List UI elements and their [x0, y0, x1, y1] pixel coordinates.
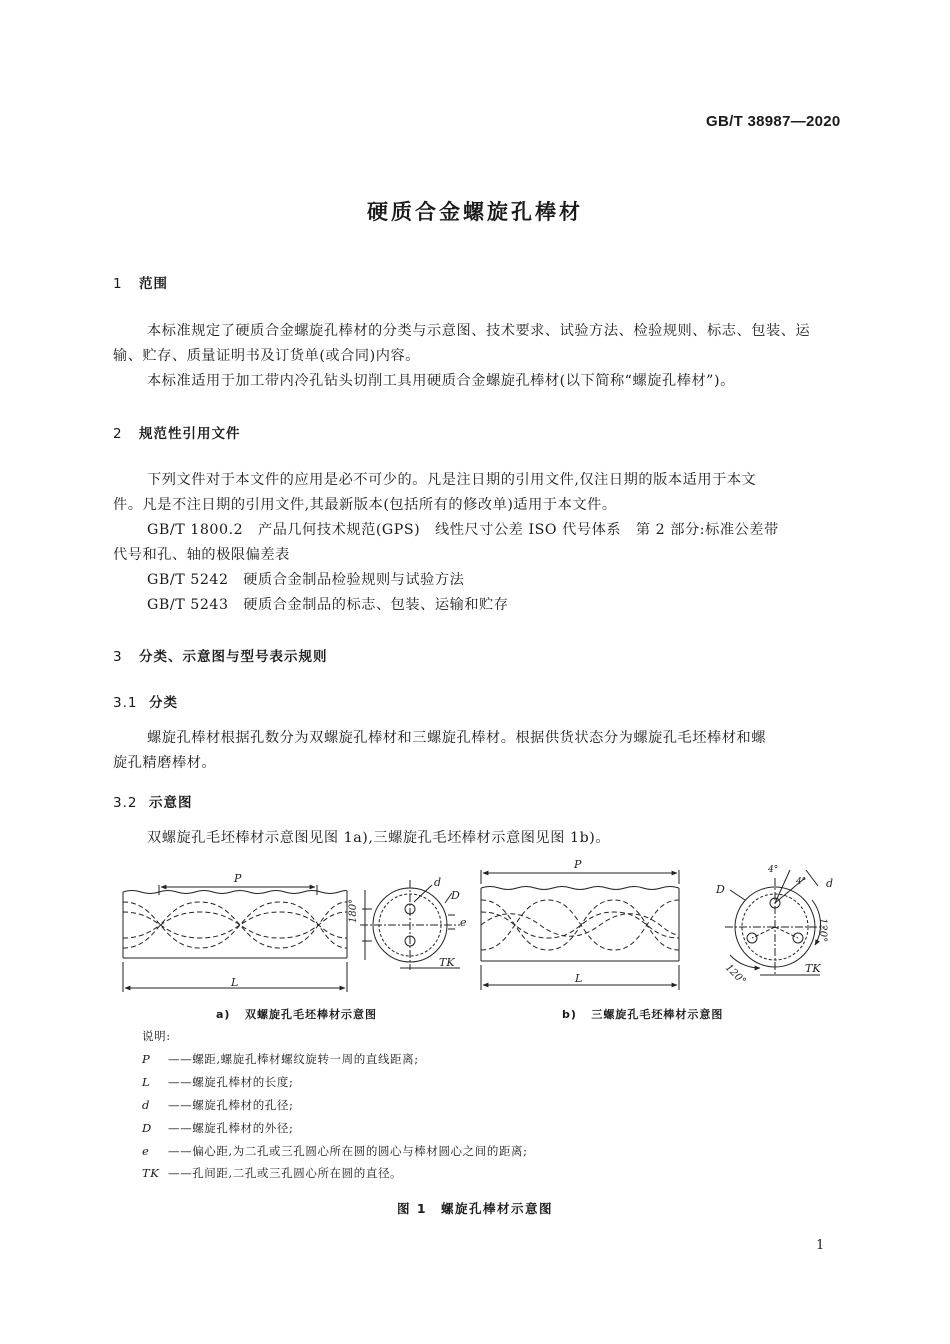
label-P-a: P	[234, 872, 242, 885]
legend-symbol: D	[142, 1121, 152, 1135]
legend-title: 说明:	[142, 1029, 171, 1043]
paragraph-line: 件。凡是不注日期的引用文件,其最新版本(包括所有的修改单)适用于本文件。	[113, 497, 617, 513]
section-1-heading	[113, 272, 168, 292]
section-3-1-heading	[113, 691, 178, 711]
standard-number: GB/T 38987—2020	[706, 113, 841, 130]
figure-1-drawing	[0, 850, 950, 1000]
paragraph-line: 输、贮存、质量证明书及订货单(或合同)内容。	[113, 348, 420, 364]
legend-item	[142, 1165, 402, 1181]
label-120-left: 120°	[722, 962, 748, 988]
section-number: 2	[113, 426, 123, 442]
label-d-b: d	[826, 877, 834, 890]
legend-text: ——孔间距,二孔或三孔圆心所在圆的直径。	[168, 1166, 403, 1180]
paragraph-line: 螺旋孔棒材根据孔数分为双螺旋孔棒材和三螺旋孔棒材。根据供货状态分为螺旋孔毛坯棒材和螺	[147, 730, 766, 746]
label-4deg-b: 4°	[796, 877, 807, 887]
caption-text: 三螺旋孔毛坯棒材示意图	[591, 1008, 724, 1021]
legend-text: ——螺旋孔棒材的孔径;	[168, 1098, 294, 1112]
legend-item	[142, 1143, 528, 1159]
legend-item	[142, 1120, 293, 1136]
label-L-b: L	[575, 972, 583, 985]
paragraph-line: 下列文件对于本文件的应用是必不可少的。凡是注日期的引用文件,仅注日期的版本适用于本文	[147, 472, 757, 488]
section-number: 3.2	[113, 795, 138, 811]
label-4deg-a: 4°	[768, 865, 779, 875]
section-title: 分类、示意图与型号表示规则	[139, 649, 328, 665]
legend-text: ——偏心距,为二孔或三孔圆心所在圆的圆心与棒材圆心之间的距离;	[168, 1144, 528, 1158]
section-3-2-heading	[113, 791, 193, 811]
section-2-heading	[113, 422, 241, 442]
legend-symbol: P	[142, 1052, 151, 1066]
label-120-right: 120°	[817, 918, 828, 943]
legend-symbol: d	[142, 1098, 150, 1112]
caption-letter: a)	[216, 1008, 231, 1021]
section-title: 分类	[149, 695, 178, 711]
figure-caption-a	[216, 1006, 377, 1022]
legend-symbol: L	[142, 1075, 151, 1089]
section-3-heading	[113, 645, 328, 665]
section-title: 范围	[139, 276, 168, 292]
section-number: 3	[113, 649, 123, 665]
label-P-b: P	[574, 858, 582, 871]
document-title: 硬质合金螺旋孔棒材	[367, 200, 583, 224]
reference-line: GB/T 1800.2 产品几何技术规范(GPS) 线性尺寸公差 ISO 代号体系 第 2 部分:标准公差带	[147, 522, 779, 538]
label-D-b: D	[716, 883, 725, 896]
label-L-a: L	[231, 976, 239, 989]
legend-text: ——螺旋孔棒材的长度;	[168, 1075, 294, 1089]
reference-line: GB/T 5243 硬质合金制品的标志、包装、运输和贮存	[147, 597, 509, 613]
paragraph-line: 本标准规定了硬质合金螺旋孔棒材的分类与示意图、技术要求、试验方法、检验规则、标志、包装、运	[147, 323, 811, 339]
label-D-a: D	[451, 889, 460, 902]
legend-item	[142, 1074, 293, 1090]
legend-item	[142, 1097, 293, 1113]
legend-symbol: e	[142, 1144, 150, 1158]
reference-line: 代号和孔、轴的极限偏差表	[113, 547, 290, 563]
reference-line: GB/T 5242 硬质合金制品检验规则与试验方法	[147, 572, 465, 588]
label-e-a: e	[460, 916, 467, 929]
label-TK-b: TK	[805, 962, 821, 975]
section-title: 示意图	[149, 795, 193, 811]
legend-symbol: TK	[142, 1166, 160, 1180]
label-180: 180°	[348, 898, 359, 923]
section-number: 1	[113, 276, 123, 292]
caption-text: 双螺旋孔毛坯棒材示意图	[244, 1008, 377, 1021]
legend-text: ——螺距,螺旋孔棒材螺纹旋转一周的直线距离;	[168, 1052, 419, 1066]
page-number: 1	[816, 1238, 825, 1253]
paragraph-line: 旋孔精磨棒材。	[113, 755, 217, 771]
legend-text: ——螺旋孔棒材的外径;	[168, 1121, 294, 1135]
label-d-a: d	[434, 876, 442, 889]
legend-item	[142, 1051, 419, 1067]
figure-title: 图 1 螺旋孔棒材示意图	[396, 1201, 554, 1216]
label-TK-a: TK	[439, 956, 455, 969]
figure-caption-b	[562, 1006, 723, 1022]
bar-cross-section-b	[725, 870, 825, 975]
section-title: 规范性引用文件	[139, 426, 241, 442]
paragraph-line: 本标准适用于加工带内冷孔钻头切削工具用硬质合金螺旋孔棒材(以下简称“螺旋孔棒材”)。	[147, 373, 735, 389]
caption-letter: b)	[562, 1008, 577, 1021]
section-number: 3.1	[113, 695, 138, 711]
paragraph-line: 双螺旋孔毛坯棒材示意图见图 1a),三螺旋孔毛坯棒材示意图见图 1b)。	[147, 830, 611, 846]
